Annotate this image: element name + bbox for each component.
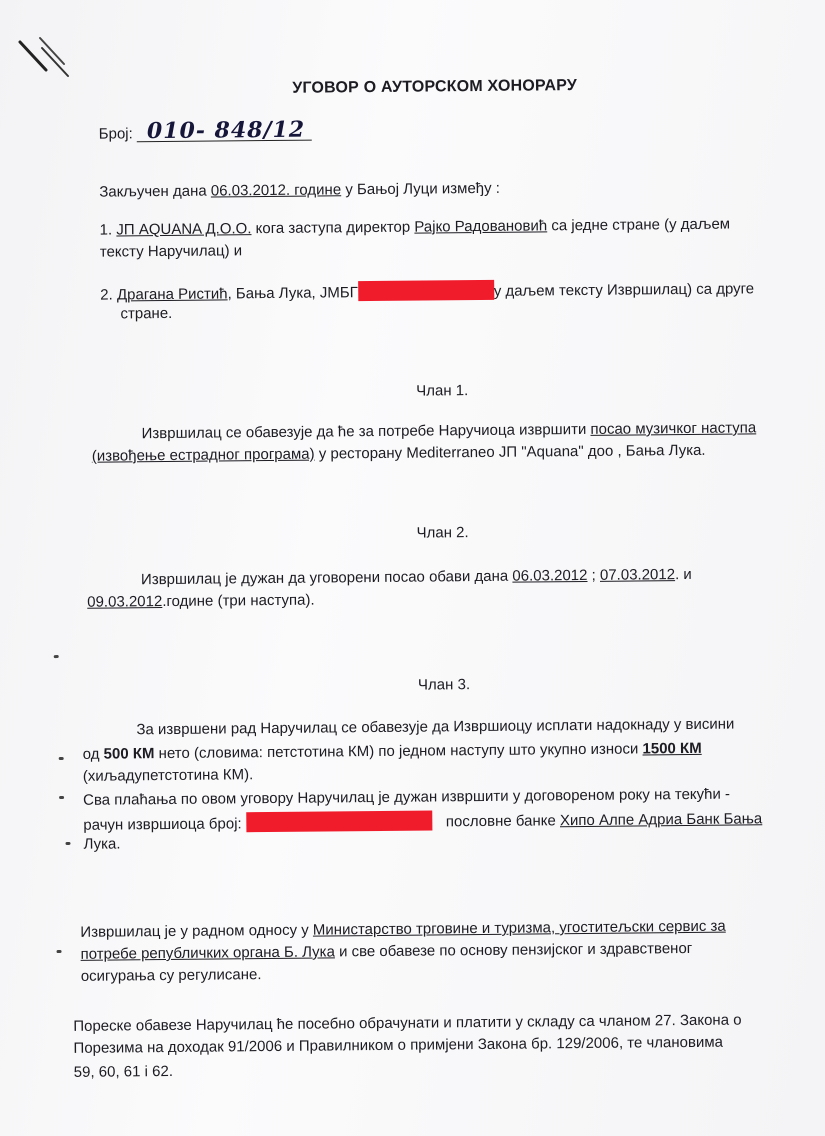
article2-line1: Извршилац је дужан да уговорени посао обави дана 06.03.2012 ; 07.03.2012. и	[140, 565, 692, 589]
tax-line3: 59, 60, 61 і 62.	[73, 1062, 174, 1081]
contract-title: УГОВОР О АУТОРСКОМ ХОНОРАРУ	[292, 77, 578, 97]
margin-mark	[59, 796, 64, 799]
article2-line2: 09.03.2012.године (три наступа).	[87, 591, 315, 611]
employment-line3: осигурања су регулисане.	[80, 966, 262, 985]
article3-line5: рачун извршиоца број: пословне банке Хипо Алпе Адриа Банк Бања	[83, 810, 763, 834]
tax-line2: Порезима на доходак 91/2006 и Правилником о примјени Закона бр. 129/2006, те члановима	[73, 1033, 724, 1057]
employment-line2: потребе републичких органа Б. Лука и све обавезе по основу пензијског и здравственог	[80, 939, 693, 963]
employment-line1: Извршилац је у радном односу у Министарство трговине и туризма, угоститељски сервис за	[80, 917, 726, 941]
article2-heading: Члан 2.	[416, 524, 469, 542]
contract-number	[98, 116, 312, 145]
article3-heading: Члан 3.	[417, 676, 471, 694]
party1-line1: 1. ЈП AQUANA Д.О.О. кога заступа директор Рајко Радовановић са једне стране (у даљем	[99, 215, 731, 239]
article3-line6: Лука.	[83, 835, 121, 853]
margin-mark	[57, 950, 62, 953]
article3-line1: За извршени рад Наручилац се обавезује да Извршиоцу исплати надокнаду у висини	[136, 715, 735, 739]
intro-line: Закључен дана 06.03.2012. године у Бањој Луци између :	[99, 179, 501, 201]
party1-name: ЈП AQUANA Д.О.О.	[116, 220, 252, 239]
number-label: Број:	[98, 125, 133, 143]
article3-line2: од 500 КМ нето (словима: петстотина КМ) по једном наступу што укупно износи 1500 КМ	[82, 739, 702, 763]
party2-line1: 2. Драгана Ристић, Бања Лука, ЈМБГ у даљем тексту Извршилац) са друге	[100, 280, 755, 304]
bank-name: Хипо Алпе Адриа Банк Бања	[559, 810, 763, 830]
party2-line2: стране.	[120, 304, 173, 323]
tax-line1: Пореске обавезе Наручилац ће посебно обрачунати и платити у складу са чланом 27. Закона о	[73, 1011, 742, 1035]
party1-line2: тексту Наручилац) и	[99, 242, 243, 261]
article1-line1: Извршилац се обавезује да ће за потребе Наручиоца извршити посао музичког наступа	[141, 419, 757, 443]
party2-name: Драгана Ристић	[116, 285, 228, 304]
amount-per-show: 500 КМ	[103, 745, 155, 763]
margin-mark	[54, 655, 59, 658]
number-handwritten: 010- 848/12	[137, 120, 312, 143]
article3-line4: Сва плаћања по овом уговору Наручилац је дужан извршити у договореном року на текући -	[83, 785, 731, 809]
account-redaction	[246, 810, 432, 832]
amount-total: 1500 КМ	[642, 739, 702, 758]
article1-heading: Члан 1.	[416, 382, 469, 400]
margin-mark	[59, 757, 64, 760]
margin-mark	[66, 842, 71, 845]
article1-line2: (извођење естрадног програма) у ресторану Mediterraneo ЈП "Aquana" доо , Бања Лука.	[91, 441, 706, 465]
party1-director: Рајко Радовановић	[414, 217, 548, 236]
article3-line3: (хиљадупетстотина КМ).	[82, 766, 254, 785]
contract-date: 06.03.2012. године	[210, 181, 342, 200]
jmbg-redaction	[358, 280, 494, 301]
